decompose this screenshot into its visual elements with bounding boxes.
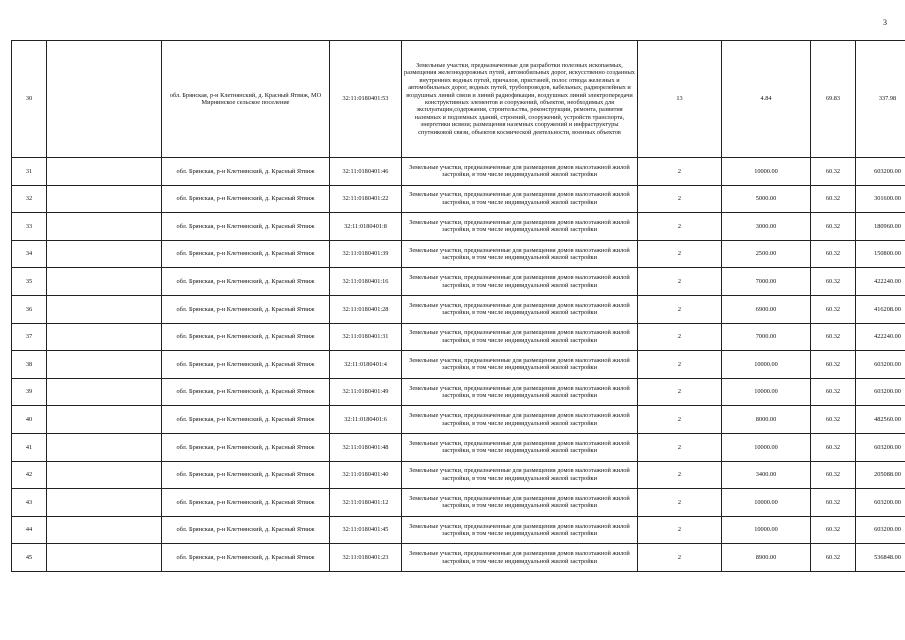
cadastral-number-cell: 32:11:0180401:4 bbox=[330, 351, 402, 379]
rate-cell: 60.32 bbox=[811, 544, 856, 572]
empty-cell bbox=[47, 406, 162, 434]
rate-cell: 60.32 bbox=[811, 351, 856, 379]
cadastral-number-cell: 32:11:0180401:46 bbox=[330, 158, 402, 186]
permitted-use-cell: Земельные участки, предназначенные для размещения домов малоэтажной жилой застройки, в том числе индивидуальной жилой застройки bbox=[402, 378, 638, 406]
table-row bbox=[12, 213, 905, 241]
table-row bbox=[12, 461, 905, 489]
cadastral-value-cell: 482560.00 bbox=[856, 406, 905, 434]
category-cell: 2 bbox=[638, 185, 722, 213]
rate-cell: 60.32 bbox=[811, 185, 856, 213]
address-cell: обл. Брянская, р-н Клетнянский, д. Красный Ятвиж bbox=[162, 461, 330, 489]
permitted-use-cell: Земельные участки, предназначенные для размещения домов малоэтажной жилой застройки, в том числе индивидуальной жилой застройки bbox=[402, 158, 638, 186]
rate-cell: 60.32 bbox=[811, 378, 856, 406]
rate-cell: 69.83 bbox=[811, 41, 856, 158]
permitted-use-cell: Земельные участки, предназначенные для разработки полезных ископаемых, размещения железнодорожных путей, автомобильных дорог, искусственно созданных внутренних водных путей, причалов, пристаней, полос отвода железных и автомобильных дорог, водных путей, трубопроводов, кабельных, радиорелейных и воздушных линий связи и линий радиофикации, воздушных линий электропередачи конструктивных элементов и сооружений, объектов, необходимых для эксплуатации,содержания, строительства, реконструкции, ремонта, развития наземных и подземных зданий, строений, сооружений, устройств транспорта, энергетики исвязи; размещения наземных сооружений и инфраструктуры спутниковой связи, объектов космической деятельности, военных объектов bbox=[402, 41, 638, 158]
permitted-use-cell: Земельные участки, предназначенные для размещения домов малоэтажной жилой застройки, в том числе индивидуальной жилой застройки bbox=[402, 544, 638, 572]
cadastral-value-cell: 603200.00 bbox=[856, 378, 905, 406]
rate-cell: 60.32 bbox=[811, 268, 856, 296]
area-cell: 10000.00 bbox=[722, 516, 811, 544]
cadastral-value-cell: 603200.00 bbox=[856, 433, 905, 461]
category-cell: 2 bbox=[638, 378, 722, 406]
cadastral-number-cell: 32:11:0180401:8 bbox=[330, 213, 402, 241]
permitted-use-cell: Земельные участки, предназначенные для размещения домов малоэтажной жилой застройки, в том числе индивидуальной жилой застройки bbox=[402, 489, 638, 517]
cadastral-number-cell: 32:11:0180401:12 bbox=[330, 489, 402, 517]
cadastral-value-cell: 416208.00 bbox=[856, 295, 905, 323]
category-cell: 2 bbox=[638, 268, 722, 296]
cadastral-value-cell: 603200.00 bbox=[856, 516, 905, 544]
table-row bbox=[12, 433, 905, 461]
cadastral-value-cell: 603200.00 bbox=[856, 158, 905, 186]
category-cell: 2 bbox=[638, 516, 722, 544]
category-cell: 13 bbox=[638, 41, 722, 158]
permitted-use-cell: Земельные участки, предназначенные для размещения домов малоэтажной жилой застройки, в том числе индивидуальной жилой застройки bbox=[402, 461, 638, 489]
category-cell: 2 bbox=[638, 158, 722, 186]
row-number-cell: 42 bbox=[12, 461, 47, 489]
permitted-use-cell: Земельные участки, предназначенные для размещения домов малоэтажной жилой застройки, в том числе индивидуальной жилой застройки bbox=[402, 185, 638, 213]
row-number-cell: 40 bbox=[12, 406, 47, 434]
empty-cell bbox=[47, 213, 162, 241]
category-cell: 2 bbox=[638, 351, 722, 379]
page-number: 3 bbox=[883, 18, 887, 27]
area-cell: 10000.00 bbox=[722, 378, 811, 406]
cadastral-number-cell: 32:11:0180401:6 bbox=[330, 406, 402, 434]
cadastral-number-cell: 32:11:0180401:28 bbox=[330, 295, 402, 323]
rate-cell: 60.32 bbox=[811, 240, 856, 268]
table-row bbox=[12, 378, 905, 406]
cadastral-number-cell: 32:11:0180401:22 bbox=[330, 185, 402, 213]
cadastral-value-cell: 337.98 bbox=[856, 41, 905, 158]
category-cell: 2 bbox=[638, 489, 722, 517]
row-number-cell: 43 bbox=[12, 489, 47, 517]
row-number-cell: 45 bbox=[12, 544, 47, 572]
table-row bbox=[12, 516, 905, 544]
cadastral-number-cell: 32:11:0180401:48 bbox=[330, 433, 402, 461]
table-row bbox=[12, 544, 905, 572]
area-cell: 10000.00 bbox=[722, 433, 811, 461]
table-row bbox=[12, 158, 905, 186]
cadastral-value-cell: 422240.00 bbox=[856, 323, 905, 351]
cadastral-number-cell: 32:11:0180401:45 bbox=[330, 516, 402, 544]
address-cell: обл. Брянская, р-н Клетнянский, д. Красный Ятвиж bbox=[162, 489, 330, 517]
area-cell: 10000.00 bbox=[722, 158, 811, 186]
cadastral-number-cell: 32:11:0180401:16 bbox=[330, 268, 402, 296]
area-cell: 6900.00 bbox=[722, 295, 811, 323]
empty-cell bbox=[47, 41, 162, 158]
table-row bbox=[12, 351, 905, 379]
area-cell: 7000.00 bbox=[722, 268, 811, 296]
cadastral-number-cell: 32:11:0180401:39 bbox=[330, 240, 402, 268]
empty-cell bbox=[47, 240, 162, 268]
cadastral-value-cell: 603200.00 bbox=[856, 351, 905, 379]
rate-cell: 60.32 bbox=[811, 461, 856, 489]
row-number-cell: 35 bbox=[12, 268, 47, 296]
category-cell: 2 bbox=[638, 433, 722, 461]
permitted-use-cell: Земельные участки, предназначенные для размещения домов малоэтажной жилой застройки, в том числе индивидуальной жилой застройки bbox=[402, 295, 638, 323]
address-cell: обл. Брянская, р-н Клетнянский, д. Красный Ятвиж bbox=[162, 516, 330, 544]
row-number-cell: 41 bbox=[12, 433, 47, 461]
area-cell: 10000.00 bbox=[722, 351, 811, 379]
empty-cell bbox=[47, 268, 162, 296]
address-cell: обл. Брянская, р-н Клетнянский, д. Красный Ятвиж bbox=[162, 378, 330, 406]
row-number-cell: 44 bbox=[12, 516, 47, 544]
rate-cell: 60.32 bbox=[811, 406, 856, 434]
category-cell: 2 bbox=[638, 295, 722, 323]
address-cell: обл. Брянская, р-н Клетнянский, д. Красный Ятвиж bbox=[162, 158, 330, 186]
table-row bbox=[12, 323, 905, 351]
address-cell: обл. Брянская, р-н Клетнянский, д. Красный Ятвиж bbox=[162, 185, 330, 213]
category-cell: 2 bbox=[638, 406, 722, 434]
address-cell: обл. Брянская, р-н Клетнянский, д. Красный Ятвиж, МО Мирнинское сельское поселение bbox=[162, 41, 330, 158]
cadastral-value-cell: 603200.00 bbox=[856, 489, 905, 517]
table-row bbox=[12, 489, 905, 517]
row-number-cell: 34 bbox=[12, 240, 47, 268]
category-cell: 2 bbox=[638, 213, 722, 241]
permitted-use-cell: Земельные участки, предназначенные для размещения домов малоэтажной жилой застройки, в том числе индивидуальной жилой застройки bbox=[402, 240, 638, 268]
row-number-cell: 38 bbox=[12, 351, 47, 379]
area-cell: 8000.00 bbox=[722, 406, 811, 434]
area-cell: 2500.00 bbox=[722, 240, 811, 268]
empty-cell bbox=[47, 351, 162, 379]
category-cell: 2 bbox=[638, 323, 722, 351]
rate-cell: 60.32 bbox=[811, 213, 856, 241]
area-cell: 3400.00 bbox=[722, 461, 811, 489]
cadastral-value-cell: 150800.00 bbox=[856, 240, 905, 268]
category-cell: 2 bbox=[638, 461, 722, 489]
table-row bbox=[12, 295, 905, 323]
table-row bbox=[12, 240, 905, 268]
cadastral-value-cell: 180960.00 bbox=[856, 213, 905, 241]
row-number-cell: 30 bbox=[12, 41, 47, 158]
rate-cell: 60.32 bbox=[811, 489, 856, 517]
cadastral-number-cell: 32:11:0180401:49 bbox=[330, 378, 402, 406]
cadastral-value-cell: 422240.00 bbox=[856, 268, 905, 296]
address-cell: обл. Брянская, р-н Клетнянский, д. Красный Ятвиж bbox=[162, 544, 330, 572]
category-cell: 2 bbox=[638, 544, 722, 572]
permitted-use-cell: Земельные участки, предназначенные для размещения домов малоэтажной жилой застройки, в том числе индивидуальной жилой застройки bbox=[402, 213, 638, 241]
table-row bbox=[12, 41, 905, 158]
row-number-cell: 39 bbox=[12, 378, 47, 406]
area-cell: 3000.00 bbox=[722, 213, 811, 241]
row-number-cell: 32 bbox=[12, 185, 47, 213]
table-row bbox=[12, 268, 905, 296]
permitted-use-cell: Земельные участки, предназначенные для размещения домов малоэтажной жилой застройки, в том числе индивидуальной жилой застройки bbox=[402, 516, 638, 544]
address-cell: обл. Брянская, р-н Клетнянский, д. Красный Ятвиж bbox=[162, 213, 330, 241]
registry-table-body bbox=[12, 41, 905, 572]
empty-cell bbox=[47, 295, 162, 323]
empty-cell bbox=[47, 158, 162, 186]
empty-cell bbox=[47, 516, 162, 544]
area-cell: 7000.00 bbox=[722, 323, 811, 351]
table-row bbox=[12, 406, 905, 434]
rate-cell: 60.32 bbox=[811, 516, 856, 544]
address-cell: обл. Брянская, р-н Клетнянский, д. Красный Ятвиж bbox=[162, 323, 330, 351]
address-cell: обл. Брянская, р-н Клетнянский, д. Красный Ятвиж bbox=[162, 295, 330, 323]
rate-cell: 60.32 bbox=[811, 323, 856, 351]
empty-cell bbox=[47, 461, 162, 489]
permitted-use-cell: Земельные участки, предназначенные для размещения домов малоэтажной жилой застройки, в том числе индивидуальной жилой застройки bbox=[402, 323, 638, 351]
cadastral-number-cell: 32:11:0180401:40 bbox=[330, 461, 402, 489]
address-cell: обл. Брянская, р-н Клетнянский, д. Красный Ятвиж bbox=[162, 406, 330, 434]
rate-cell: 60.32 bbox=[811, 158, 856, 186]
empty-cell bbox=[47, 185, 162, 213]
empty-cell bbox=[47, 378, 162, 406]
rate-cell: 60.32 bbox=[811, 433, 856, 461]
area-cell: 5000.00 bbox=[722, 185, 811, 213]
cadastral-value-cell: 536848.00 bbox=[856, 544, 905, 572]
empty-cell bbox=[47, 433, 162, 461]
area-cell: 4.84 bbox=[722, 41, 811, 158]
category-cell: 2 bbox=[638, 240, 722, 268]
address-cell: обл. Брянская, р-н Клетнянский, д. Красный Ятвиж bbox=[162, 268, 330, 296]
empty-cell bbox=[47, 544, 162, 572]
table-row bbox=[12, 185, 905, 213]
row-number-cell: 37 bbox=[12, 323, 47, 351]
row-number-cell: 33 bbox=[12, 213, 47, 241]
permitted-use-cell: Земельные участки, предназначенные для размещения домов малоэтажной жилой застройки, в том числе индивидуальной жилой застройки bbox=[402, 351, 638, 379]
cadastral-number-cell: 32:11:0180401:31 bbox=[330, 323, 402, 351]
rate-cell: 60.32 bbox=[811, 295, 856, 323]
land-registry-table bbox=[11, 40, 905, 572]
cadastral-number-cell: 32:11:0180401:23 bbox=[330, 544, 402, 572]
row-number-cell: 36 bbox=[12, 295, 47, 323]
permitted-use-cell: Земельные участки, предназначенные для размещения домов малоэтажной жилой застройки, в том числе индивидуальной жилой застройки bbox=[402, 433, 638, 461]
area-cell: 8900.00 bbox=[722, 544, 811, 572]
empty-cell bbox=[47, 489, 162, 517]
cadastral-value-cell: 205088.00 bbox=[856, 461, 905, 489]
address-cell: обл. Брянская, р-н Клетнянский, д. Красный Ятвиж bbox=[162, 351, 330, 379]
area-cell: 10000.00 bbox=[722, 489, 811, 517]
permitted-use-cell: Земельные участки, предназначенные для размещения домов малоэтажной жилой застройки, в том числе индивидуальной жилой застройки bbox=[402, 406, 638, 434]
row-number-cell: 31 bbox=[12, 158, 47, 186]
address-cell: обл. Брянская, р-н Клетнянский, д. Красный Ятвиж bbox=[162, 240, 330, 268]
cadastral-value-cell: 301600.00 bbox=[856, 185, 905, 213]
cadastral-number-cell: 32:11:0180401:53 bbox=[330, 41, 402, 158]
empty-cell bbox=[47, 323, 162, 351]
address-cell: обл. Брянская, р-н Клетнянский, д. Красный Ятвиж bbox=[162, 433, 330, 461]
permitted-use-cell: Земельные участки, предназначенные для размещения домов малоэтажной жилой застройки, в том числе индивидуальной жилой застройки bbox=[402, 268, 638, 296]
